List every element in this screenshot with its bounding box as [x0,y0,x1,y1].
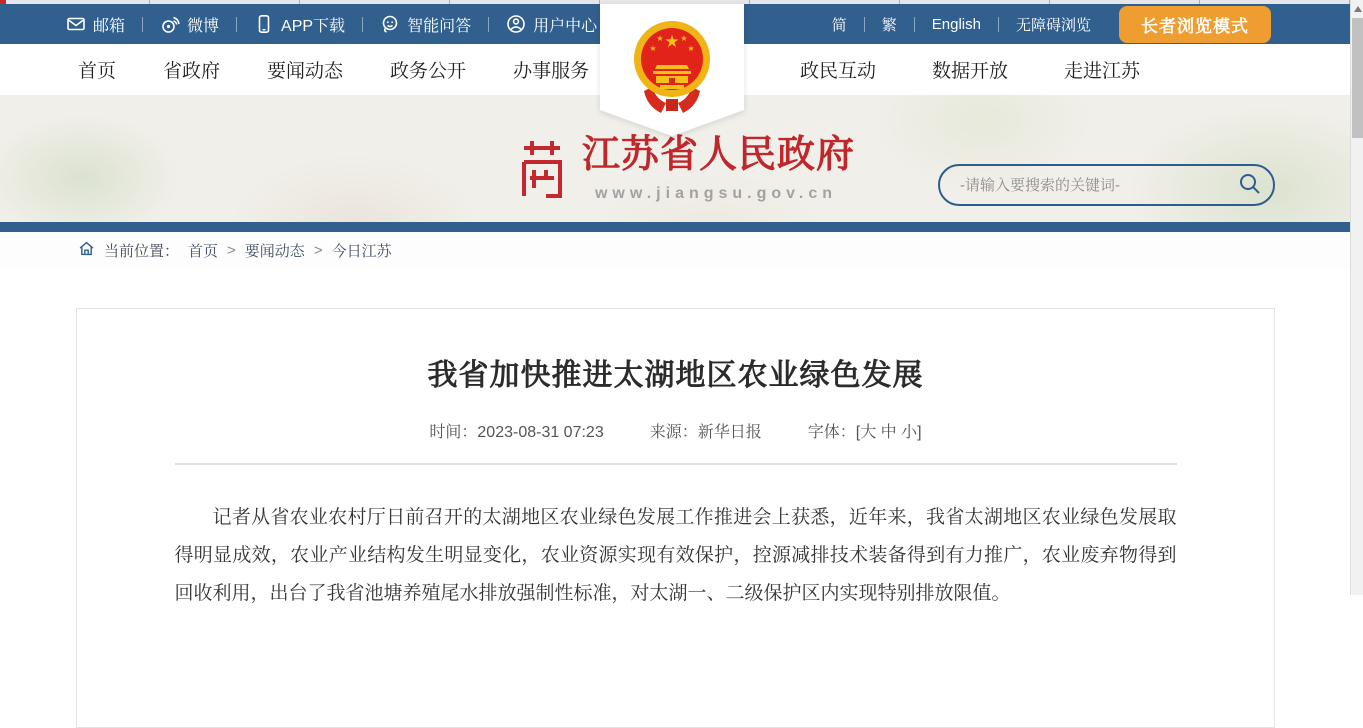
separator [488,17,489,32]
jiangsu-seal-logo-icon [518,138,566,207]
lang-traditional[interactable]: 繁 [881,16,897,34]
article-divider [175,463,1177,465]
separator [998,17,999,32]
article-title: 我省加快推进太湖地区农业绿色发展 [427,359,924,392]
topbar-item-weibo[interactable] [160,13,219,36]
weibo-icon [160,14,180,34]
separator [236,17,237,32]
nav-item-provincial-gov[interactable]: 省政府 [163,61,221,82]
topbar-item-label: 邮箱 [93,17,126,35]
topbar-item-user-center[interactable] [506,13,597,36]
nav-item-open-data[interactable]: 数据开放 [932,61,1009,82]
nav-item-gov-affairs[interactable]: 政务公开 [390,61,467,82]
breadcrumb-separator: > [313,241,323,259]
svg-text:★: ★ [680,34,688,43]
article-card [76,308,1275,728]
scrollbar-up-arrow-icon[interactable] [1354,6,1362,12]
svg-text:★: ★ [649,44,657,53]
accessibility-link[interactable]: 无障碍浏览 [1015,16,1091,34]
site-title: 江苏省人民政府 [582,134,856,176]
search-icon [1238,172,1262,199]
separator [864,17,865,32]
nav-left-group [78,44,589,95]
font-size-large-button[interactable]: 大 [860,424,877,441]
separator [914,17,915,32]
search-box [938,164,1275,206]
nav-item-about-jiangsu[interactable]: 走进江苏 [1064,61,1141,82]
breadcrumb-label: 当前位置： [104,242,180,260]
nav-item-news[interactable]: 要闻动态 [267,61,344,82]
search-button[interactable] [1227,166,1273,204]
font-size-small-button[interactable]: 小 [901,424,918,441]
breadcrumb [0,232,1350,268]
blue-divider-bar [0,222,1363,232]
article-source: 来源：新华日报 [649,424,762,441]
svg-text:★: ★ [664,32,680,52]
font-size-medium-button[interactable]: 中 [880,424,897,441]
scrollbar-thumb[interactable] [1352,18,1363,138]
mail-icon [66,14,86,34]
national-emblem-icon [624,15,720,120]
breadcrumb-item-news[interactable]: 要闻动态 [244,242,305,260]
user-icon [506,14,526,34]
site-url: www.jiangsu.gov.cn [594,185,837,202]
article-meta [175,419,1177,442]
lang-simplified[interactable]: 简 [831,16,847,34]
font-size-prefix: 字体：[ [807,424,861,441]
separator [142,17,143,32]
separator [362,17,363,32]
article-content [175,350,1177,613]
topbar-item-label: 用户中心 [533,17,598,35]
search-input[interactable] [940,177,1227,194]
breadcrumb-separator: > [227,241,236,259]
nav-item-services[interactable]: 办事服务 [513,61,590,82]
font-size-controls [808,419,922,442]
breadcrumb-item-today-jiangsu[interactable]: 今日江苏 [331,242,392,260]
svg-text:★: ★ [687,44,695,53]
svg-text:★: ★ [656,34,664,43]
lang-english[interactable]: English [931,15,981,33]
phone-icon [254,14,274,34]
vertical-scrollbar[interactable] [1350,0,1363,595]
article-time: 时间：2023-08-31 07:23 [429,424,604,441]
nav-right-group [800,44,1140,95]
article-body: 记者从省农业农村厅日前召开的太湖地区农业绿色发展工作推进会上获悉，近年来，我省太湖地区农业绿色发展取得明显成效，农业产业结构发生明显变化，农业资源实现有效保护，控源减排技术装备得到有力推广，农业废弃物得到回收利用，出台了我省池塘养殖尾水排放强制性标准，对太湖一、二级保护区内实现特别排放限值。 [174,507,1177,604]
topbar-item-mail[interactable] [66,13,125,36]
topbar-item-label: 微博 [187,17,220,35]
topbar-item-label: APP下载 [281,17,346,35]
topbar-right-group [832,6,1271,43]
font-size-suffix: ] [917,424,922,441]
qa-robot-icon [380,14,400,34]
topbar-item-label: 智能问答 [407,17,472,35]
elder-mode-button[interactable]: 长者浏览模式 [1119,6,1271,43]
topbar-item-app-download[interactable] [254,13,345,36]
nav-item-interaction[interactable]: 政民互动 [800,61,877,82]
nav-item-home[interactable]: 首页 [78,61,117,82]
breadcrumb-item-home[interactable]: 首页 [188,242,219,260]
topbar-item-smart-qa[interactable] [380,13,471,36]
home-icon [78,240,95,261]
